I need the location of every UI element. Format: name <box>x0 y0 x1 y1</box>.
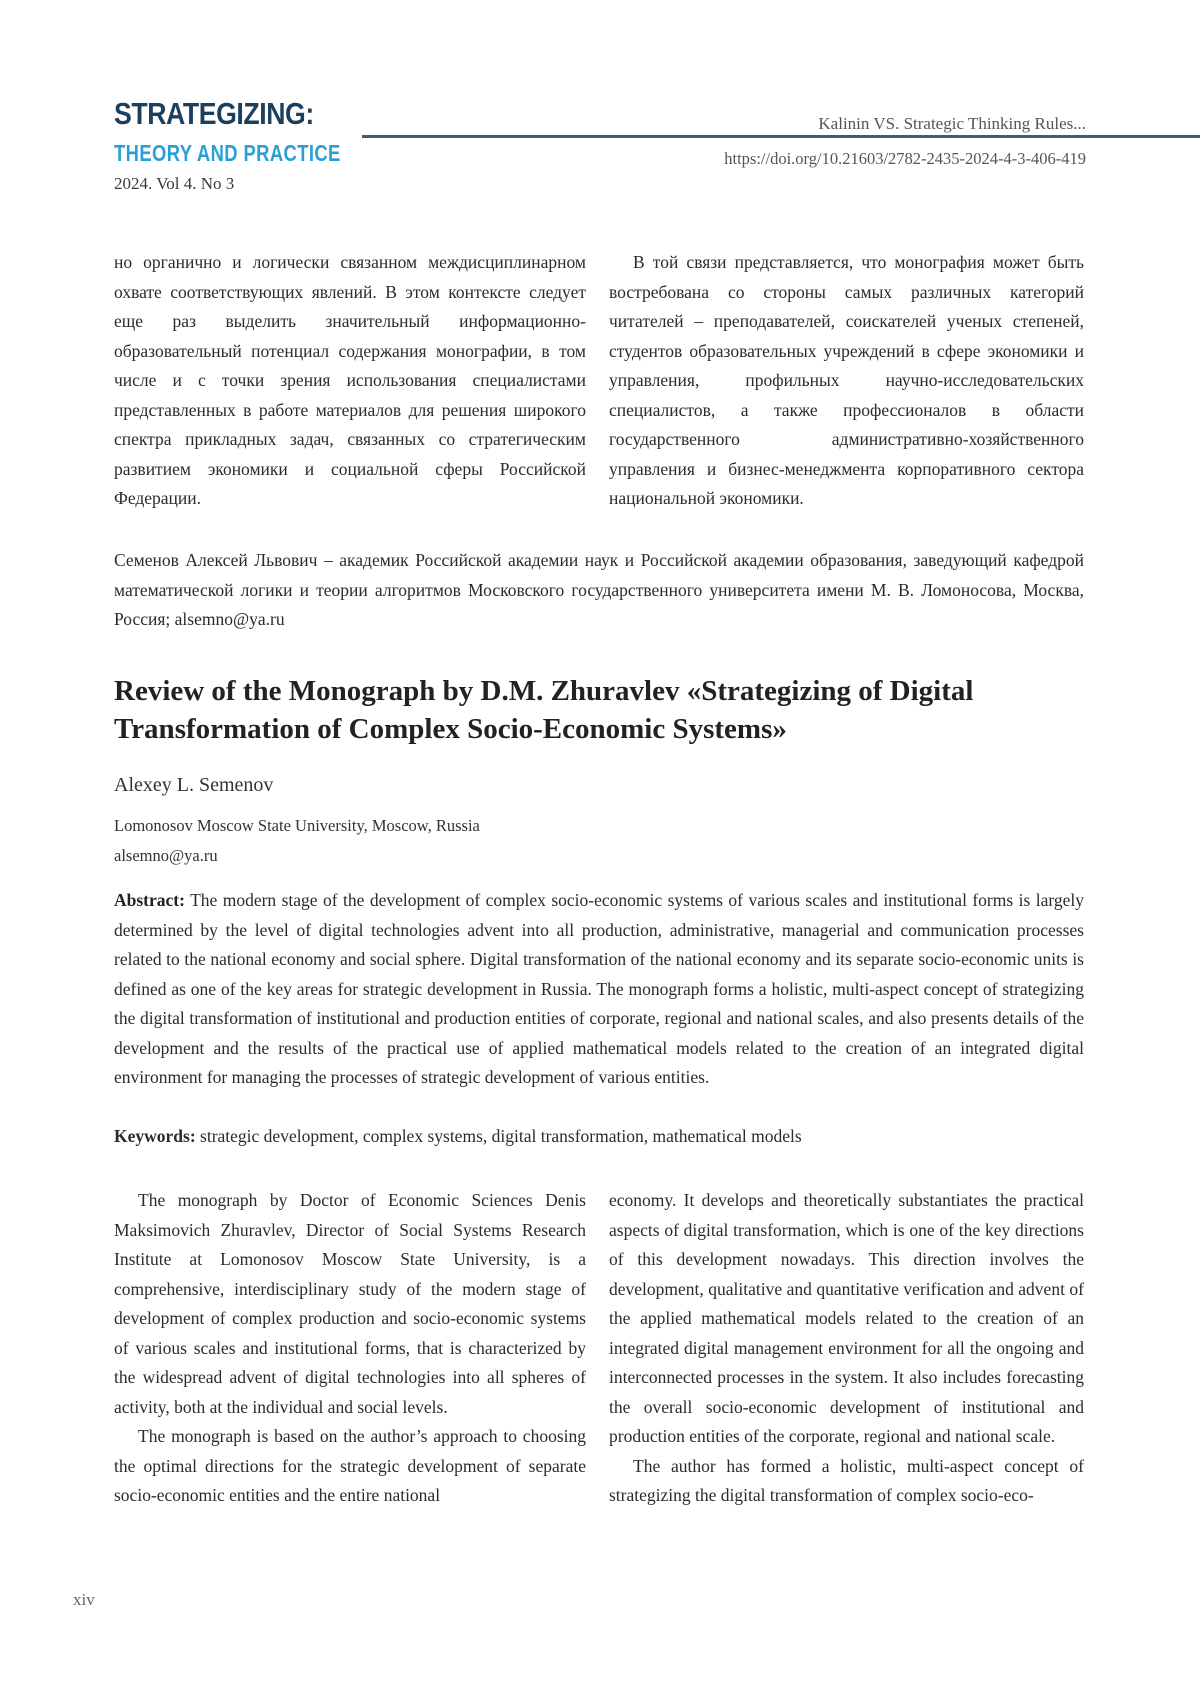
journal-logo-subtitle: THEORY AND PRACTICE <box>114 140 341 166</box>
paragraph: но органично и логически связанном междисциплинарном охвате соответствующих явлений. В этом контексте следует еще раз выделить значительный информационно-образовательный потенциал содержания монографии, в том числе и с точки зрения использования специалистами представленных в работе материалов для решения широкого спектра прикладных задач, связанных со стратегическим развитием экономики и социальной сферы Российской Федерации. <box>114 252 586 508</box>
header-divider <box>362 135 1200 138</box>
article-title: Review of the Monograph by D.M. Zhuravlev «Strategizing of Digital Transformation of Complex Socio-Economic Systems» <box>114 675 974 745</box>
doi-link[interactable]: https://doi.org/10.21603/2782-2435-2024-4-3-406-419 <box>724 149 1086 168</box>
keywords-label: Keywords: <box>114 1126 196 1146</box>
paragraph: economy. It develops and theoretically substantiates the practical aspects of digital transformation, which is one of the key directions of this development nowadays. This direction involves the development, qualitative and quantitative verification and advent of the applied mathematical models related to the creation of an integrated digital management environment for all the ongoing and interconnected processes in the system. It also includes forecasting the overall socio-economic development of institutional and production entities of the corporate, regional and national scale. <box>609 1190 1084 1446</box>
author-email[interactable]: alsemno@ya.ru <box>114 846 218 865</box>
keywords-text: strategic development, complex systems, digital transformation, mathematical models <box>195 1126 802 1146</box>
russian-left-column <box>114 248 586 514</box>
paragraph: The monograph by Doctor of Economic Sciences Denis Maksimovich Zhuravlev, Director of Social Systems Research Institute at Lomonosov Moscow State University, is a comprehensive, interdisciplinary study of the modern stage of development of complex production and socio-economic systems of various scales and institutional forms, that is characterized by the widespread advent of digital technologies into all spheres of activity, both at the individual and social levels. <box>114 1190 586 1417</box>
abstract-label: Abstract: <box>114 890 185 910</box>
body-right-column <box>609 1186 1084 1511</box>
paragraph: The monograph is based on the author’s approach to choosing the optimal directions for the strategic development of separate socio-economic entities and the entire national <box>114 1426 586 1505</box>
paragraph: В той связи представляется, что монография может быть востребована со стороны самых различных категорий читателей – преподавателей, соискателей ученых степеней, студентов образовательных учреждений в сфере экономики и управления, профильных научно-исследовательских специалистов, а также профессионалов в области государственного административно-хозяйственного управления и бизнес-менеджмента корпоративного сектора национальной экономики. <box>609 252 1084 508</box>
paragraph: The author has formed a holistic, multi-aspect concept of strategizing the digital transformation of complex socio-eco- <box>609 1455 1084 1505</box>
abstract <box>114 886 1084 1093</box>
abstract-text: The modern stage of the development of complex socio-economic systems of various scales and institutional forms is largely determined by the level of digital technologies advent into all production, administrative, managerial and communication processes related to the national economy and social sphere. Digital transformation of the national economy and its separate socio-economic units is defined as one of the key areas for strategic development in Russia. The monograph forms a holistic, multi-aspect concept of strategizing the digital transformation of institutional and production entities of corporate, regional and national scales, and also presents details of the development and the results of the practical use of applied mathematical models related to the creation of an integrated digital environment for managing the processes of strategic development of various entities. <box>114 890 1084 1087</box>
author-affiliation: Lomonosov Moscow State University, Moscow, Russia <box>114 816 480 835</box>
journal-logo-title: STRATEGIZING: <box>114 96 314 131</box>
keywords <box>114 1122 1084 1152</box>
russian-right-column <box>609 248 1084 514</box>
author-info-russian: Семенов Алексей Львович – академик Российской академии наук и Российской академии образования, заведующий кафедрой математической логики и теории алгоритмов Московского государственного университета имени М. В. Ломоносова, Москва, Россия; alsemno@ya.ru <box>114 550 1084 629</box>
page-number: xiv <box>73 1590 95 1609</box>
running-title: Kalinin VS. Strategic Thinking Rules... <box>818 114 1086 133</box>
author-name: Alexey L. Semenov <box>114 774 274 796</box>
body-left-column <box>114 1186 586 1511</box>
journal-issue: 2024. Vol 4. No 3 <box>114 174 235 193</box>
